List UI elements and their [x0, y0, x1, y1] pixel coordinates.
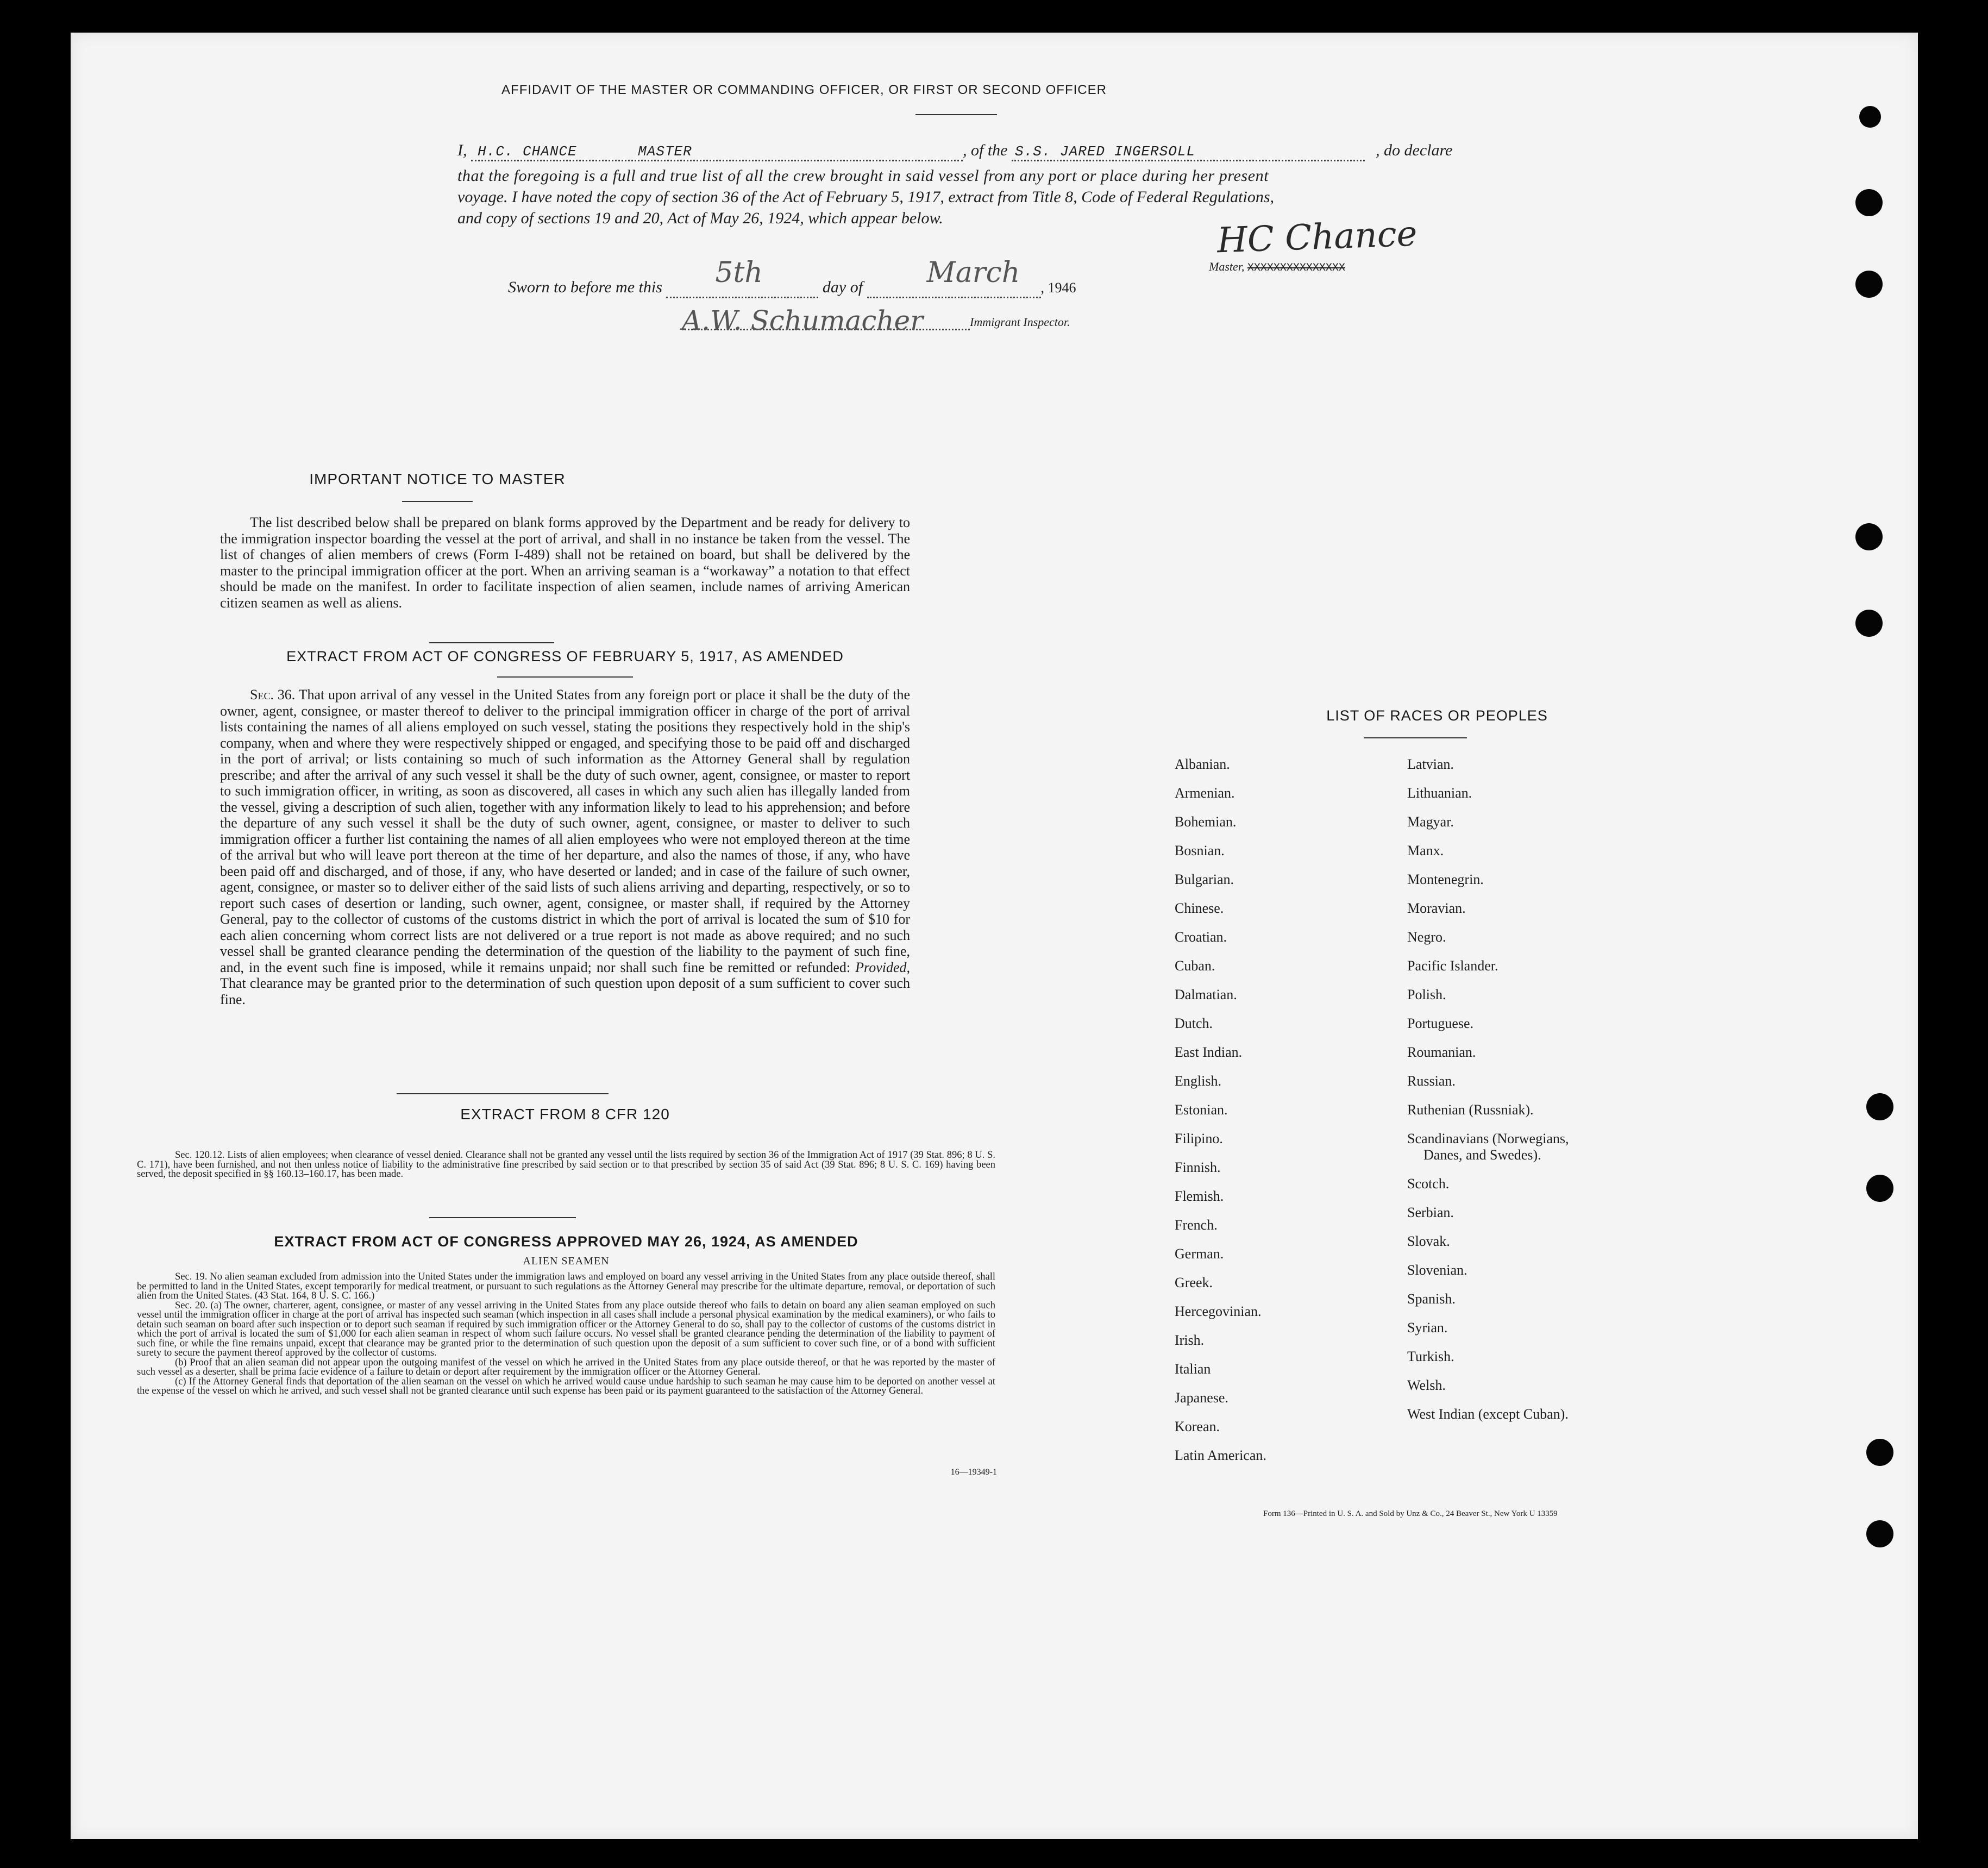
- divider: [402, 501, 473, 502]
- cfr-text: Sec. 120.12. Lists of alien employees; when clearance of vessel denied. Clearance shall not be granted any vessel until the lists required by section 36 of the Immigration Act of 1917 (39 Stat. 896; 8 U. S. C. 171), have been furnished, and not then unless notice of liability to the administrative fine prescribed by said section or to that prescribed by section 35 of said Act (39 Stat. 896; 8 U. S. C. 169) having been served, the deposit specified in §§ 160.13–160.17, has been made.: [137, 1150, 995, 1180]
- sec-19-text: Sec. 19. No alien seaman excluded from admission into the United States under the immigration laws and employed on board any vessel arriving in the United States from any place outside thereof, shall be permitted to land in the United States, except temporarily for medical treatment, or pursuant to such regulations as the Attorney General may prescribe for the ultimate departure, removal, or deportation of such alien from the United States. (43 Stat. 164, 8 U. S. C. 166.): [137, 1271, 995, 1301]
- race-item: West Indian (except Cuban).: [1407, 1406, 1569, 1422]
- race-item: Pacific Islander.: [1407, 958, 1498, 974]
- sec-36-body: That upon arrival of any vessel in the United States from any foreign port or place it shall be the duty of the owner, agent, consignee, or master thereof to deliver to the principal immigration officer in charge of the port of arrival lists containing the names of all aliens employed on such vessel, stating the positions they respectively hold in the ship's company, when and where they were respectively shipped or engaged, and specifying those to be paid off and discharged in the port of arrival; or lists containing so much of such information as the Attorney General shall by regulation prescribe; and after the arrival of any such vessel it shall be the duty of such owner, agent, consignee, or master to report to such immigration officer, in writing, as soon as discovered, all cases in which any such alien has illegally landed from the vessel, giving a description of such alien, together with any information likely to lead to his apprehension; and before the departure of any such vessel it shall be the duty of such owner, agent, consignee, or master to deliver to such immigration officer a further list containing the names of all alien employees who were not employed thereon at the time of the arrival but who will leave port thereon at the time of her departure, and also the names of those, if any, who have been paid off and discharged, and of those, if any, who have deserted or landed; and in case of the failure of such owner, agent, consignee, or master so to deliver either of the said lists of such aliens arriving and departing, respectively, or so to report such cases of desertion or landing, such owner, agent, consignee, or master shall, if required by the Attorney General, pay to the collector of customs of the customs district in which the port of arrival is located the sum of $10 for each alien concerning whom correct lists are not delivered or a true report is not made as above required; and no such vessel shall be granted clearance pending the determination of the question of the liability to the payment of such fine, and, in the event such fine is imposed, while it remains unpaid; nor shall such fine be remitted or refunded:: [220, 687, 910, 975]
- inspector-signature: A.W. Schumacher: [682, 305, 924, 336]
- race-item: French.: [1175, 1217, 1218, 1233]
- extract-1917-heading: EXTRACT FROM ACT OF CONGRESS OF FEBRUARY 5, 1917, AS AMENDED: [286, 648, 844, 665]
- vessel-field: [1012, 141, 1365, 161]
- declaration-line-3: voyage. I have noted the copy of section 36 of the Act of February 5, 1917, extract from Title 8, Code of Federal Regulations,: [457, 188, 1275, 206]
- race-item: Roumanian.: [1407, 1044, 1476, 1060]
- alien-seamen-subheading: ALIEN SEAMEN: [523, 1255, 610, 1267]
- race-item: Dutch.: [1175, 1016, 1213, 1031]
- of-the-label: , of the: [963, 141, 1008, 159]
- punch-hole: [1855, 189, 1883, 216]
- race-item: Korean.: [1175, 1419, 1220, 1434]
- master-name: H.C. CHANCE: [478, 143, 577, 160]
- master-rank: MASTER: [638, 143, 692, 160]
- divider: [497, 676, 633, 678]
- race-item: Latvian.: [1407, 756, 1454, 772]
- punch-hole: [1866, 1439, 1893, 1466]
- race-item: Bohemian.: [1175, 814, 1237, 830]
- divider: [915, 114, 997, 115]
- race-item: Armenian.: [1175, 785, 1235, 801]
- race-item: Greek.: [1175, 1275, 1213, 1290]
- form-number: 16—19349-1: [950, 1468, 997, 1477]
- race-item: Moravian.: [1407, 900, 1466, 916]
- day-field: [666, 256, 818, 298]
- punch-hole: [1855, 610, 1883, 637]
- race-item: Bosnian.: [1175, 843, 1225, 858]
- day-of-label: day of: [822, 278, 863, 296]
- race-item: Scandinavians (Norwegians,: [1407, 1131, 1569, 1146]
- master-signature: HC Chance: [1216, 214, 1418, 261]
- race-item: Japanese.: [1175, 1390, 1228, 1406]
- sec-36-end: That clearance may be granted prior to the determination of such question upon deposit of a sum sufficient to cover such fine.: [220, 975, 910, 1007]
- race-item: Flemish.: [1175, 1188, 1224, 1204]
- race-item: Ruthenian (Russniak).: [1407, 1102, 1534, 1118]
- race-item: Manx.: [1407, 843, 1444, 858]
- race-item: Welsh.: [1407, 1377, 1446, 1393]
- race-item: Serbian.: [1407, 1205, 1454, 1220]
- provided-word: Provided,: [855, 959, 910, 975]
- document-page: [71, 33, 1918, 1839]
- race-item: Negro.: [1407, 929, 1446, 945]
- struck-officer-titles: XXXXXXXXXXXXXXX: [1247, 262, 1345, 274]
- race-item: Danes, and Swedes).: [1423, 1147, 1541, 1163]
- punch-hole: [1855, 523, 1883, 550]
- inspector-field: [682, 305, 970, 336]
- race-item: Dalmatian.: [1175, 987, 1237, 1002]
- month-field: [867, 256, 1041, 298]
- race-item: Slovak.: [1407, 1233, 1450, 1249]
- inspector-label: Immigrant Inspector.: [970, 315, 1070, 329]
- notice-heading: IMPORTANT NOTICE TO MASTER: [309, 471, 566, 487]
- punch-hole: [1855, 271, 1883, 298]
- sworn-day: 5th: [715, 256, 763, 289]
- i-label: I,: [457, 141, 467, 159]
- sec-20a-text: Sec. 20. (a) The owner, charterer, agent, consignee, or master of any vessel arriving in the United States from any place outside thereof who fails to detain on board any alien seaman employed on such vessel until the immigration officer in charge at the port of arrival has inspected such seaman (which inspection in all cases shall include a personal physical examination by the medical examiners), or who fails to detain such seaman on board after such inspection or to deport such seaman if required by such immigration officer or the Attorney General to do so, shall pay to the collector of customs of the customs district in which the port of arrival is located the sum of $1,000 for each alien seaman in respect of whom such failure occurs. No vessel shall be granted clearance pending the determination of the liability to payment of such fine, or while the fine remains unpaid, except that clearance may be granted prior to the determination of such question upon the deposit of a sum sufficient to cover such fine, or of a bond with sufficient surety to secure the payment thereof approved by the collector of customs.: [137, 1300, 995, 1358]
- punch-hole: [1866, 1093, 1893, 1120]
- race-item: Latin American.: [1175, 1447, 1266, 1463]
- inspector-line: [682, 305, 1070, 336]
- divider: [429, 1217, 576, 1218]
- sec-20b-text: (b) Proof that an alien seaman did not appear upon the outgoing manifest of the vessel on which he arrived in the United States from any place outside thereof, or that he was reported by the master of such vessel as a deserter, shall be prima facie evidence of a failure to detain or deport after requirement by the immigration officer or the Attorney General.: [137, 1357, 995, 1377]
- cfr-heading: EXTRACT FROM 8 CFR 120: [460, 1106, 670, 1123]
- master-signature-line: [1209, 260, 1345, 274]
- punch-hole: [1866, 1520, 1893, 1547]
- race-item: East Indian.: [1175, 1044, 1243, 1060]
- race-item: Irish.: [1175, 1332, 1205, 1348]
- name-field: [471, 141, 963, 161]
- race-item: Magyar.: [1407, 814, 1454, 830]
- race-item: Estonian.: [1175, 1102, 1228, 1118]
- race-item: Syrian.: [1407, 1320, 1448, 1336]
- sworn-month: March: [926, 256, 1020, 289]
- race-item: Montenegrin.: [1407, 872, 1484, 887]
- declaration-line-4: and copy of sections 19 and 20, Act of May 26, 1924, which appear below.: [457, 209, 943, 227]
- divider: [397, 1093, 609, 1094]
- sworn-line: [508, 256, 1076, 298]
- race-item: Spanish.: [1407, 1291, 1456, 1307]
- punch-hole: [1866, 1175, 1893, 1202]
- race-item: Italian: [1175, 1361, 1211, 1377]
- race-item: Albanian.: [1175, 756, 1230, 772]
- race-item: Bulgarian.: [1175, 872, 1234, 887]
- race-item: Hercegovinian.: [1175, 1303, 1262, 1319]
- printer-footer: Form 136—Printed in U. S. A. and Sold by Unz & Co., 24 Beaver St., New York U 13359: [1263, 1509, 1558, 1518]
- extract-1924-heading: EXTRACT FROM ACT OF CONGRESS APPROVED MAY 26, 1924, AS AMENDED: [274, 1233, 858, 1250]
- race-item: English.: [1175, 1073, 1221, 1089]
- races-right-column: [1407, 750, 1569, 1428]
- races-left-column: [1175, 750, 1266, 1470]
- race-item: Croatian.: [1175, 929, 1227, 945]
- sworn-label: Sworn to before me this: [508, 278, 662, 296]
- declaration-line-2: that the foregoing is a full and true list of all the crew brought in said vessel from any port or place during her present: [457, 167, 1269, 185]
- divider: [1364, 737, 1467, 738]
- race-item: Polish.: [1407, 987, 1446, 1002]
- extract-1924-text: [137, 1273, 995, 1396]
- race-item: Chinese.: [1175, 900, 1224, 916]
- do-declare-label: , do declare: [1376, 141, 1453, 159]
- master-label: Master,: [1209, 260, 1245, 273]
- vessel-name: S.S. JARED INGERSOLL: [1015, 143, 1196, 160]
- race-item: Turkish.: [1407, 1349, 1454, 1364]
- race-item: Portuguese.: [1407, 1016, 1474, 1031]
- race-item: Filipino.: [1175, 1131, 1223, 1146]
- races-heading: LIST OF RACES OR PEOPLES: [1326, 707, 1548, 724]
- affidavit-title: AFFIDAVIT OF THE MASTER OR COMMANDING OFFICER, OR FIRST OR SECOND OFFICER: [501, 83, 1107, 97]
- notice-text: The list described below shall be prepared on blank forms approved by the Department and be ready for delivery to the immigration inspector boarding the vessel at the port of arrival, and shall in no instance be taken from the vessel. The list of changes of alien members of crews (Form I-489) shall not be retained on board, but shall be delivered by the master to the principal immigration officer at the port. When an arriving seaman is a “workaway” a notation to that effect should be made on the manifest. In order to facilitate inspection of alien seamen, include names of arriving American citizen seamen as well as aliens.: [220, 515, 910, 611]
- divider: [429, 642, 554, 643]
- sec-36-label: Sec. 36.: [250, 687, 296, 703]
- race-item: German.: [1175, 1246, 1224, 1262]
- race-item: Lithuanian.: [1407, 785, 1472, 801]
- race-item: Scotch.: [1407, 1176, 1450, 1192]
- declaration-line-1: [457, 141, 1539, 161]
- race-item: Cuban.: [1175, 958, 1215, 974]
- sec-20c-text: (c) If the Attorney General finds that deportation of the alien seaman on the vessel on which he arrived would cause undue hardship to such seaman he may cause him to be deported on another vessel at the expense of the vessel on which he arrived, and such vessel shall not be granted clearance until such expense has been paid or its payment guaranteed to the satisfaction of the Attorney General.: [137, 1376, 995, 1396]
- race-item: Slovenian.: [1407, 1262, 1468, 1278]
- punch-hole: [1859, 106, 1881, 128]
- race-item: Finnish.: [1175, 1159, 1221, 1175]
- sworn-year: , 1946: [1040, 280, 1076, 296]
- extract-1917-text: [220, 687, 910, 1007]
- race-item: Russian.: [1407, 1073, 1456, 1089]
